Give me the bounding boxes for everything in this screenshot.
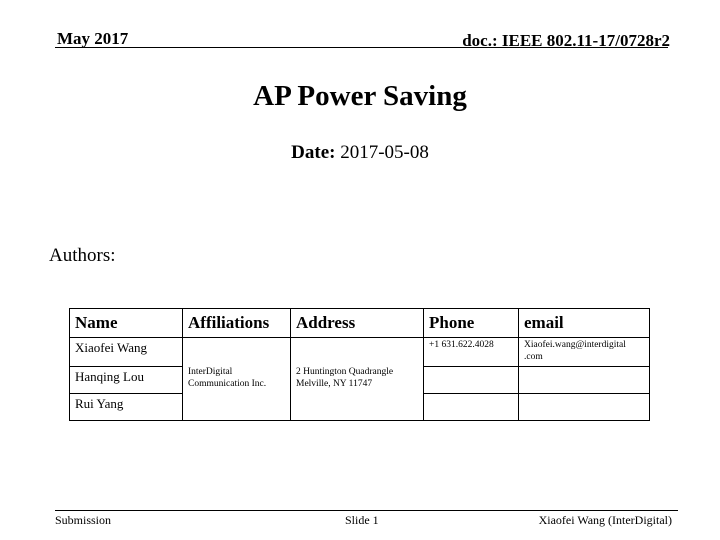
column-header-phone: Phone <box>424 309 519 338</box>
column-header-affiliations: Affiliations <box>183 309 291 338</box>
author-name: Rui Yang <box>70 393 183 420</box>
column-header-address: Address <box>291 309 424 338</box>
footer-submission: Submission <box>55 513 112 527</box>
address-line: 2 Huntington Quadrangle <box>296 367 394 377</box>
table-header-row <box>70 309 650 338</box>
phone-cell: +1 631.622.4028 <box>424 338 519 367</box>
email-cell <box>519 338 650 367</box>
header-doc-id: doc.: IEEE 802.11-17/0728r2 <box>462 31 670 50</box>
authors-label: Authors: <box>49 245 116 266</box>
author-name: Hanqing Lou <box>70 366 183 393</box>
footer-slide-number: Slide 1 <box>345 513 379 527</box>
phone-cell <box>424 393 519 420</box>
column-header-email: email <box>519 309 650 338</box>
date-label: Date: <box>291 142 336 163</box>
phone-cell <box>424 366 519 393</box>
author-name: Xiaofei Wang <box>70 338 183 367</box>
email-line: .com <box>524 351 543 362</box>
affiliation-line: InterDigital <box>188 367 233 377</box>
slide-title: AP Power Saving <box>253 80 467 112</box>
header-rule <box>55 47 668 48</box>
table-row <box>70 338 650 367</box>
column-header-name: Name <box>70 309 183 338</box>
footer-author: Xiaofei Wang (InterDigital) <box>538 513 672 527</box>
footer-rule <box>55 510 678 511</box>
email-line: Xiaofei.wang@interdigital <box>524 340 626 350</box>
email-cell <box>519 393 650 420</box>
address-cell <box>291 338 424 421</box>
email-cell <box>519 366 650 393</box>
authors-table <box>69 308 650 421</box>
header-date: May 2017 <box>57 29 129 48</box>
date-value: 2017-05-08 <box>340 142 429 163</box>
affiliation-cell <box>183 338 291 421</box>
date-line <box>0 142 720 164</box>
address-line: Melville, NY 11747 <box>296 378 373 389</box>
affiliation-line: Communication Inc. <box>188 378 267 389</box>
